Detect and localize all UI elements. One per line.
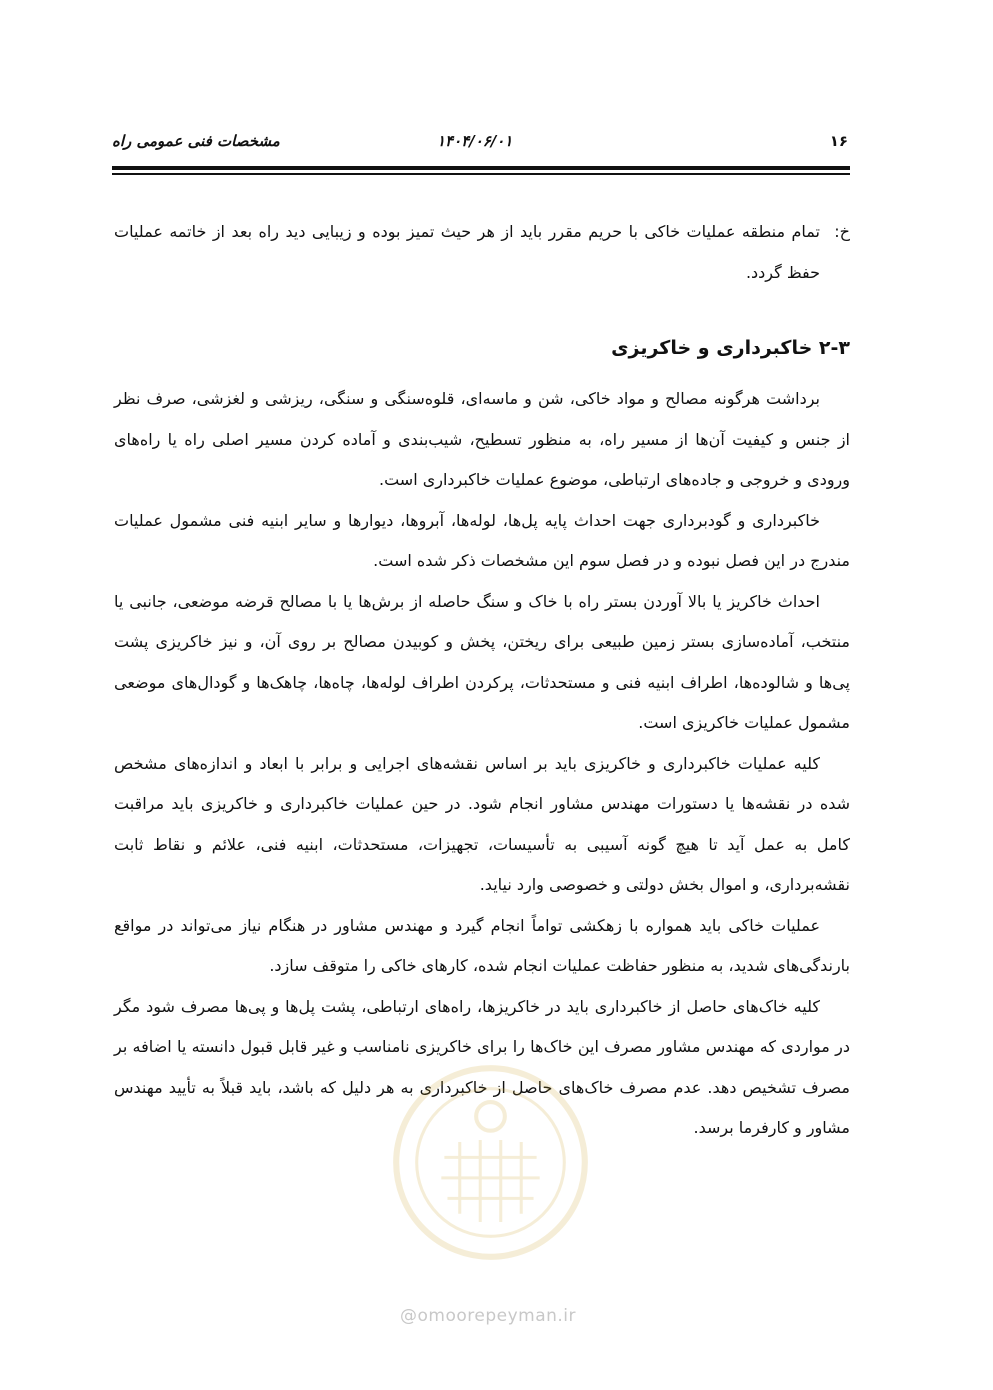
page-number: ۱۶ <box>829 132 848 150</box>
header-rule-thick <box>112 166 850 170</box>
list-item-text: تمام منطقه عملیات خاکی با حریم مقرر باید از هر حیث تمیز بوده و زیبایی دید راه بعد از خاتمه عملیات حفظ گردد. <box>114 222 820 282</box>
section-heading: ۲-۳ خاکبرداری و خاکریزی <box>611 337 850 359</box>
paragraph-5: عملیات خاکی باید همواره با زهکشی تواماً انجام گیرد و مهندس مشاور در هنگام نیاز می‌تواند در مواقع بارندگی‌های شدید، به منظور حفاظت عملیات انجام شده، کارهای خاکی را متوقف سازد. <box>114 915 850 975</box>
paragraph-3: احداث خاکریز یا بالا آوردن بستر راه با خاک و سنگ حاصله از برش‌ها یا با مصالح قرضه موضعی، جانبی یا منتخب، آماده‌سازی بستر زمین طبیعی برای ریختن، پخش و کوبیدن مصالح بر روی آن، و نیز خاکریزی پشت پی‌ها و شالوده‌ها، اطراف ابنیه فنی و مستحدثات، پرکردن اطراف لوله‌ها، چاه‌ها، چاهک‌ها و گودال‌های موضعی مشمول عملیات خاکریزی است. <box>114 591 850 732</box>
list-item-kh <box>114 212 850 293</box>
paragraph-1: برداشت هرگونه مصالح و مواد خاکی، شن و ماسه‌ای، قلوه‌سنگی و سنگی، ریزشی و لغزشی، صرف نظر از جنس و کیفیت آن‌ها از مسیر راه، به منظور تسطیح، شیب‌بندی و آماده کردن مسیر اصلی راه یا راه‌های ورودی و خروجی و جاده‌های ارتباطی، موضوع عملیات خاکبرداری است. <box>114 389 850 489</box>
paragraph-2: خاکبرداری و گودبرداری جهت احداث پایه پل‌ها، لوله‌ها، آبروها، دیوارها و سایر ابنیه فنی مشمول عملیات مندرج در این فصل نبوده و در فصل سوم این مشخصات ذکر شده است. <box>114 510 850 570</box>
paragraph-6: کلیه خاک‌های حاصل از خاکبرداری باید در خاکریزها، راه‌های ارتباطی، پشت پل‌ها و پی‌ها مصرف شود مگر در مواردی که مهندس مشاور مصرف این خاک‌ها را برای خاکریزی نامناسب و غیر قابل قبول دانسته یا اضافه بر مصرف تشخیص دهد. عدم مصرف خاک‌های حاصل از خاکبرداری به هر دلیل که باشد، باید قبلاً به تأیید مهندس مشاور و کارفرما برسد. <box>114 996 850 1137</box>
list-item-marker: خ: <box>834 222 850 241</box>
header-rule-thin <box>112 173 850 175</box>
paragraph-4: کلیه عملیات خاکبرداری و خاکریزی باید بر اساس نقشه‌های اجرایی و برابر با ابعاد و اندازه‌های مشخص شده در نقشه‌ها یا دستورات مهندس مشاور انجام شود. در حین عملیات خاکبرداری و خاکریزی باید مراقبت کامل به عمل آید تا هیچ گونه آسیبی به تأسیسات، تجهیزات، مستحدثات، ابنیه فنی، علائم و نقاط ثابت نقشه‌برداری، و اموال بخش دولتی و خصوصی وارد نیاید. <box>114 753 850 894</box>
header-date: ۱۴۰۴/۰۶/۰۱ <box>437 132 513 150</box>
page-body <box>114 212 850 1149</box>
header-title: مشخصات فنی عمومی راه <box>112 132 280 150</box>
watermark-logo-icon <box>388 1060 593 1265</box>
page-header <box>112 128 848 160</box>
watermark-text: @omoorepeyman.ir <box>400 1306 577 1326</box>
